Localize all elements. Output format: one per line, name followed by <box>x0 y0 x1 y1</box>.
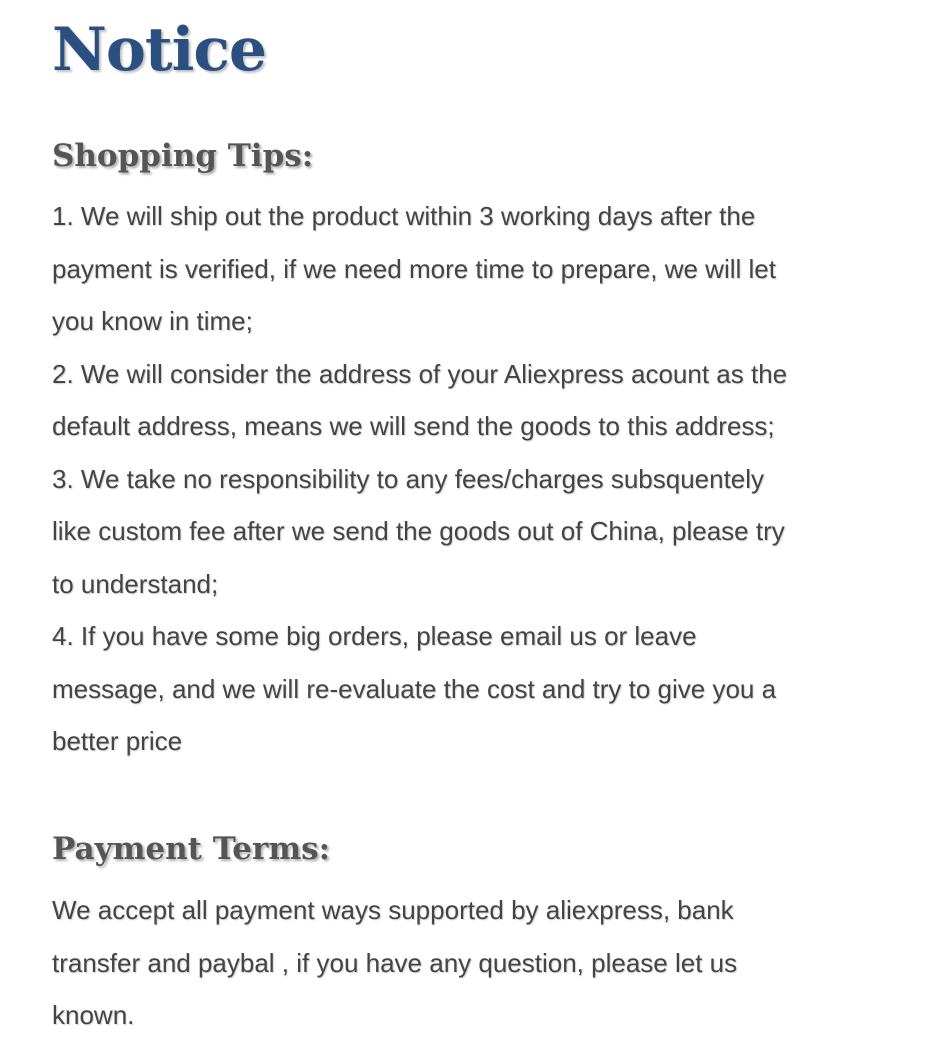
shopping-tip-line: you know in time; <box>52 306 253 336</box>
payment-terms-line: We accept all payment ways supported by aliexpress, bank <box>52 895 734 925</box>
payment-terms-line: transfer and paybal , if you have any question, please let us <box>52 947 738 978</box>
payment-terms-heading: Payment Terms: <box>52 831 331 867</box>
shopping-tip-line: to understand; <box>52 568 219 599</box>
shopping-tip-line: 2. We will consider the address of your Aliexpress acount as the <box>52 358 788 389</box>
shopping-tip-line: 1. We will ship out the product within 3 working days after the <box>52 201 756 231</box>
shopping-tip-line: default address, means we will send the goods to this address; <box>52 411 775 441</box>
page-title: Notice <box>52 15 267 85</box>
shopping-tip-line: like custom fee after we send the goods out of China, please try <box>52 516 785 546</box>
payment-terms-line: known. <box>52 1000 135 1030</box>
shopping-tip-line: 3. We take no responsibility to any fees/charges subsquentely <box>52 463 765 494</box>
shopping-tips-list <box>52 190 922 768</box>
shopping-tips-heading: Shopping Tips: <box>52 138 314 174</box>
shopping-tip-line: 4. If you have some big orders, please email us or leave <box>52 621 697 651</box>
shopping-tip-line: payment is verified, if we need more time to prepare, we will let <box>52 253 776 284</box>
shopping-tip-line: message, and we will re-evaluate the cost and try to give you a <box>52 673 777 704</box>
shopping-tip-line: better price <box>52 726 183 756</box>
payment-terms-text <box>52 884 922 1042</box>
